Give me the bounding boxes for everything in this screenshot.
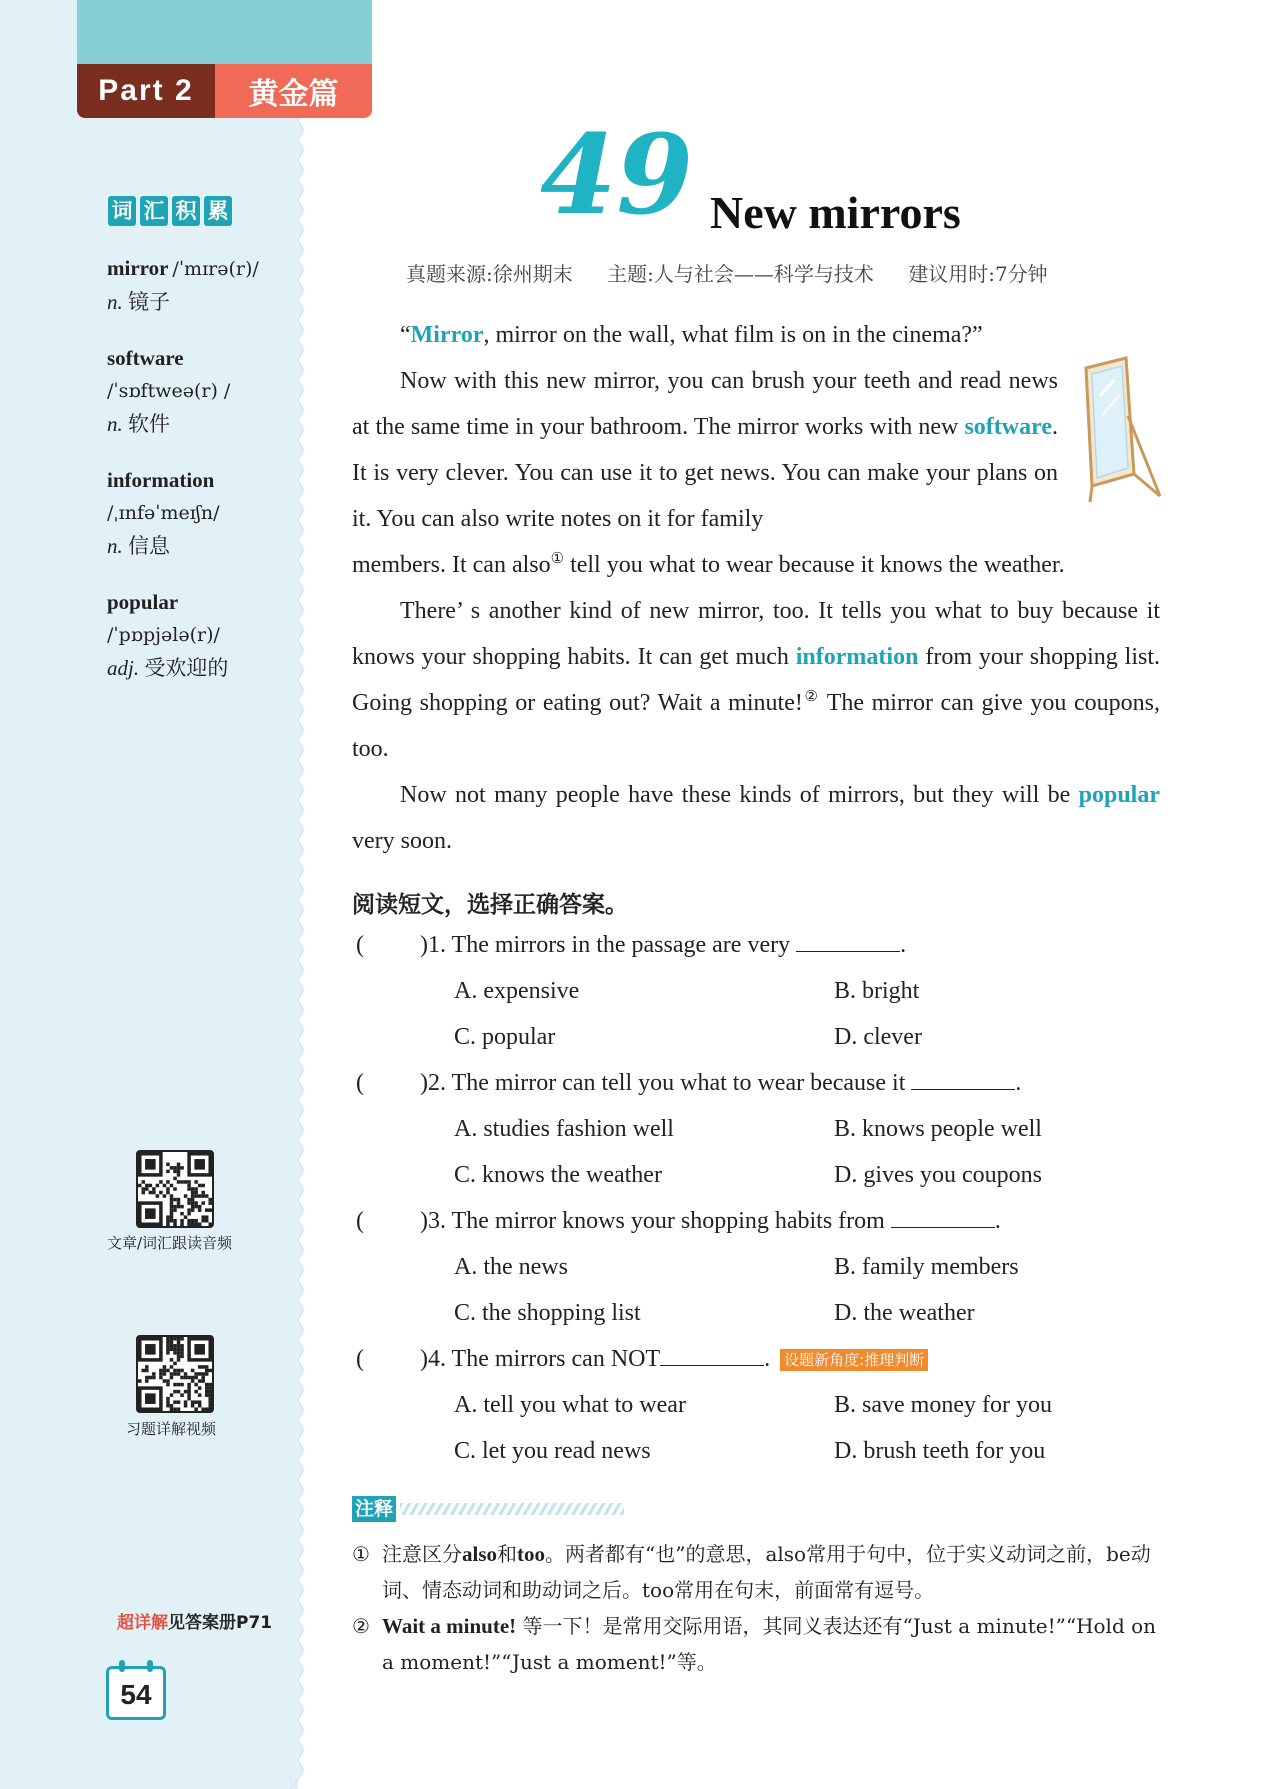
note-keyword: Wait a minute! [382, 1614, 517, 1638]
qr-code-icon [138, 1337, 212, 1411]
footnote-marker-1: ① [550, 551, 565, 567]
note-number: ① [352, 1542, 370, 1566]
options-row [352, 1014, 1172, 1060]
passage-paragraph-4 [352, 772, 1160, 864]
vocab-pos: n. [107, 412, 123, 436]
vocab-meaning: 受欢迎的 [144, 656, 229, 680]
meta-time: 建议用时:7分钟 [908, 262, 1048, 286]
notes [352, 1536, 1160, 1680]
vocab-word: information [107, 468, 215, 492]
qr-video-label: 习题详解视频 [126, 1420, 217, 1438]
vocab-list [107, 252, 287, 708]
qr-code-audio[interactable] [136, 1150, 214, 1228]
question-end: . [994, 1208, 1001, 1234]
p3-text-a: There’ s another kind of new mirror, too. It tells you what to buy because it knows your shopping habits. It can get much [352, 598, 1160, 670]
question-2 [352, 1060, 1172, 1106]
passage-paragraph-2-end [352, 542, 1160, 588]
footnote-marker-2: ② [802, 689, 820, 705]
option[interactable]: A. expensive [454, 978, 580, 1004]
qr-audio-label: 文章/词汇跟读音频 [107, 1234, 233, 1252]
notes-label: 注释 [352, 1496, 396, 1522]
question-text: )4. The mirrors can NOT [420, 1346, 661, 1372]
passage-paragraph-1 [352, 312, 1058, 358]
answer-reference [117, 1608, 272, 1633]
p1-text: , mirror on the wall, what film is on in the cinema?” [483, 322, 983, 348]
answer-paren[interactable]: ( [356, 1346, 364, 1372]
question-text: )3. The mirror knows your shopping habits from [420, 1208, 891, 1234]
vocab-pos: adj. [107, 656, 140, 680]
option[interactable]: C. the shopping list [454, 1300, 641, 1326]
vocab-phonetic: /ˌɪnfəˈmeɪʃn/ [107, 502, 220, 524]
answer-blank[interactable] [911, 1068, 1015, 1090]
exercise-instruction: 阅读短文，选择正确答案。 [352, 892, 628, 918]
question-text: )2. The mirror can tell you what to wear because it [420, 1070, 912, 1096]
p2-text-a: Now with this new mirror, you can brush your teeth and read news at the same time in your bathroom. The mirror works with new [352, 368, 1058, 440]
options-row [352, 968, 1172, 1014]
part-label: Part 2 [77, 64, 215, 118]
lesson-meta [406, 258, 1076, 287]
options-row [352, 1382, 1172, 1428]
answer-paren[interactable]: ( [356, 1070, 364, 1096]
question-3 [352, 1198, 1172, 1244]
vocab-word: popular [107, 590, 179, 614]
answer-paren[interactable]: ( [356, 932, 364, 958]
qr-code-icon [138, 1152, 212, 1226]
vocab-phonetic: /ˈpɒpjələ(r)/ [107, 624, 220, 646]
note-text: 。两者都有“也”的意思，also常用于句中，位于实义动词之前，be动词、情态动词和助动词之后。too常用在句末，前面常有逗号。 [382, 1542, 1151, 1602]
note-text: 和 [497, 1542, 518, 1566]
options-row [352, 1152, 1172, 1198]
note-number: ② [352, 1614, 370, 1638]
highlight-mirror: Mirror [410, 322, 484, 348]
note-text: 注意区分 [382, 1542, 462, 1566]
passage-paragraph-3 [352, 588, 1160, 772]
option[interactable]: C. popular [454, 1024, 556, 1050]
vocab-title-char: 积 [172, 196, 200, 226]
p3-text-c: The mirror can give you coupons, too. [352, 690, 1161, 762]
vocab-item-software [107, 342, 287, 441]
meta-theme: 主题:人与社会——科学与技术 [607, 262, 874, 286]
options-row [352, 1290, 1172, 1336]
question-4 [352, 1336, 1172, 1382]
question-list [352, 922, 1172, 1474]
answer-ref-text: 见答案册P71 [168, 1613, 273, 1633]
passage-paragraph-2 [352, 358, 1058, 542]
option[interactable]: C. let you read news [454, 1438, 651, 1464]
note-text: 等一下！是常用交际用语，其同义表达还有“Just a minute!”“Hold on a moment!”“Just a moment!”等。 [382, 1614, 1157, 1674]
option[interactable]: B. save money for you [834, 1392, 1052, 1418]
part-header [77, 0, 372, 118]
option[interactable]: B. knows people well [834, 1116, 1042, 1142]
option[interactable]: A. the news [454, 1254, 568, 1280]
vocab-meaning: 软件 [128, 412, 170, 436]
p2-text-b: . It is very clever. You can use it to get news. You can make your plans on it. You can also write notes on it for family [352, 414, 1058, 532]
vocab-phonetic: /ˈmɪrə(r)/ [172, 258, 259, 280]
option[interactable]: A. tell you what to wear [454, 1392, 686, 1418]
question-text: )1. The mirrors in the passage are very [420, 932, 797, 958]
p4-text-b: very soon. [352, 828, 452, 854]
quote-mark: “ [400, 322, 411, 348]
answer-ref-highlight: 超详解 [117, 1613, 168, 1633]
options-row [352, 1428, 1172, 1474]
vocab-pos: n. [107, 534, 123, 558]
vocab-meaning: 信息 [128, 534, 170, 558]
p3-text-b: from your shopping list. Going shopping or eating out? Wait a minute! [352, 644, 1161, 716]
vocab-phonetic: /ˈsɒftweə(r) / [107, 380, 231, 402]
header-teal-bar [77, 0, 372, 64]
question-end: . [764, 1346, 771, 1372]
note-2 [352, 1608, 1160, 1680]
vocab-meaning: 镜子 [128, 290, 170, 314]
vocab-title [108, 196, 232, 226]
highlight-information: information [795, 644, 919, 670]
vocab-item-mirror [107, 252, 287, 319]
option[interactable]: C. knows the weather [454, 1162, 662, 1188]
page-number: 54 [106, 1666, 166, 1720]
vocab-word: software [107, 346, 184, 370]
option[interactable]: D. brush teeth for you [834, 1438, 1046, 1464]
p2-text-d: tell you what to wear because it knows the weather. [564, 552, 1065, 578]
question-1 [352, 922, 1172, 968]
vocab-item-information [107, 464, 287, 563]
question-end: . [1015, 1070, 1022, 1096]
highlight-software: software [964, 414, 1052, 440]
p2-text-c: members. It can also [352, 552, 551, 578]
vocab-pos: n. [107, 290, 123, 314]
vocab-word: mirror [107, 256, 169, 280]
answer-blank[interactable] [891, 1206, 995, 1228]
question-tag-badge: 设题新角度:推理判断 [780, 1349, 928, 1371]
option[interactable]: D. clever [834, 1024, 922, 1050]
option[interactable]: A. studies fashion well [454, 1116, 674, 1142]
option[interactable]: B. bright [834, 978, 920, 1004]
p4-text-a: Now not many people have these kinds of mirrors, but they will be [400, 782, 1079, 808]
qr-code-video[interactable] [136, 1335, 214, 1413]
options-row [352, 1244, 1172, 1290]
answer-paren[interactable]: ( [356, 1208, 364, 1234]
highlight-popular: popular [1078, 782, 1160, 808]
note-keyword: also [462, 1542, 498, 1566]
vocab-item-popular [107, 586, 287, 685]
options-row [352, 1106, 1172, 1152]
question-end: . [900, 932, 907, 958]
section-label: 黄金篇 [215, 64, 372, 118]
lesson-title: New mirrors [710, 187, 961, 238]
notes-divider [400, 1503, 624, 1515]
passage [352, 312, 1160, 864]
lesson-number: 49 [540, 110, 694, 239]
meta-source: 真题来源:徐州期末 [406, 262, 573, 286]
vocab-title-char: 累 [204, 196, 232, 226]
notes-header [352, 1496, 624, 1522]
vocab-title-char: 词 [108, 196, 136, 226]
option[interactable]: D. the weather [834, 1300, 975, 1326]
option[interactable]: D. gives you coupons [834, 1162, 1042, 1188]
note-1 [352, 1536, 1160, 1608]
vocab-title-char: 汇 [140, 196, 168, 226]
option[interactable]: B. family members [834, 1254, 1019, 1280]
answer-blank[interactable] [660, 1344, 764, 1366]
note-keyword: too [517, 1542, 546, 1566]
sidebar-wave-border [290, 0, 316, 1789]
answer-blank[interactable] [796, 930, 900, 952]
